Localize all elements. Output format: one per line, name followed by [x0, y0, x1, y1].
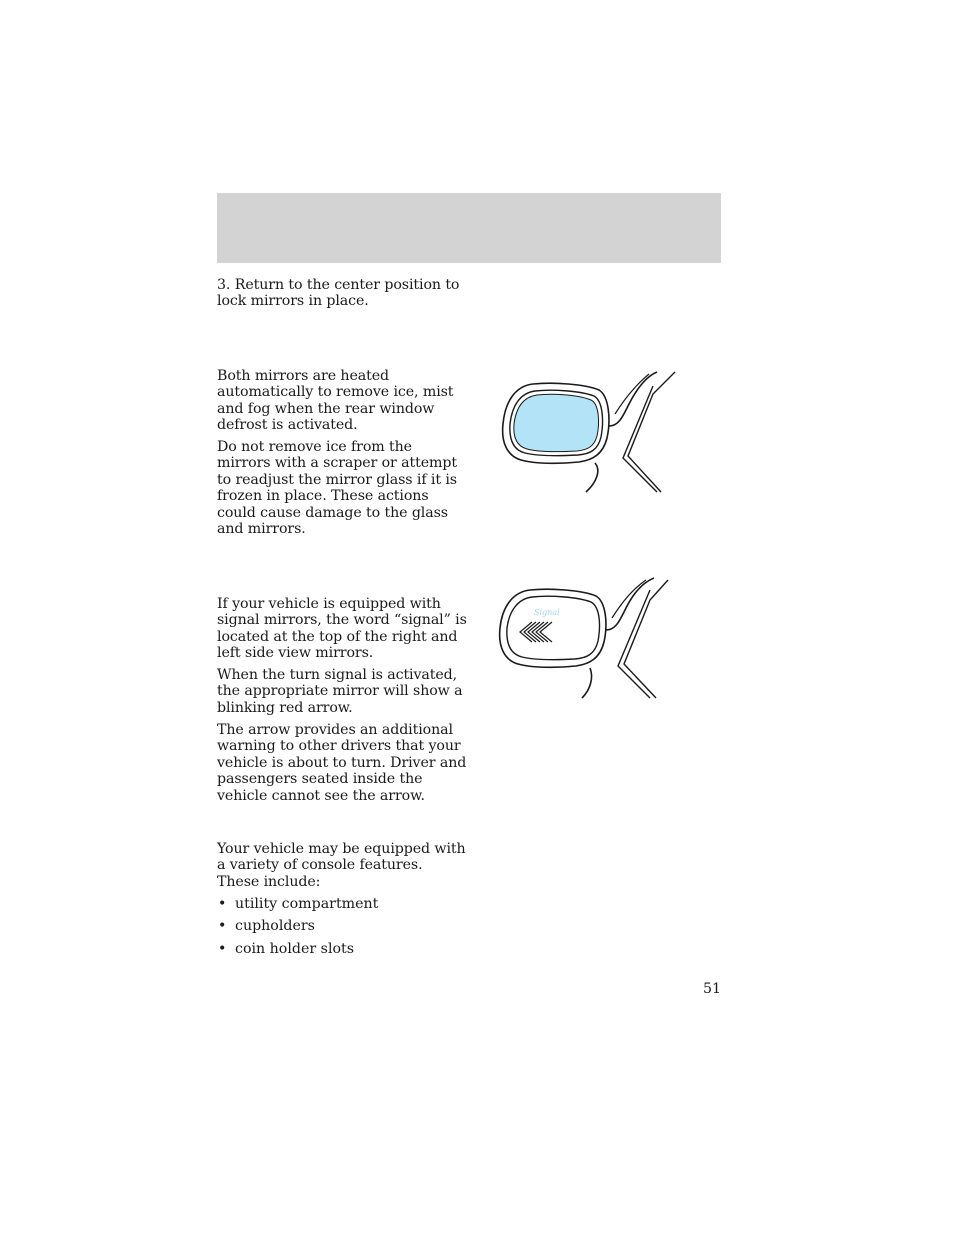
list-item: • cupholders — [217, 918, 467, 934]
list-item: • coin holder slots — [217, 941, 467, 957]
signal-mirror-label: Signal — [534, 608, 560, 617]
section-header-band — [217, 193, 721, 263]
heated-mirror-glass — [514, 394, 599, 451]
console-feature-list — [217, 896, 467, 963]
signal-mirror-icon — [490, 574, 680, 704]
paragraph-console-features: Your vehicle may be equipped with a variety of console features. These include: — [217, 841, 466, 890]
paragraph-return-center: 3. Return to the center position to lock mirrors in place. — [217, 277, 460, 310]
heated-mirror-icon — [495, 368, 685, 498]
paragraph-heated-mirrors: Both mirrors are heated automatically to remove ice, mist and fog when the rear window defrost is activated. — [217, 368, 454, 434]
paragraph-arrow-warning: The arrow provides an additional warning to other drivers that your vehicle is about to turn. Driver and passengers seated inside the vehicle cannot see the arrow. — [217, 722, 467, 804]
paragraph-turn-signal: When the turn signal is activated, the appropriate mirror will show a blinking red arrow. — [217, 667, 463, 716]
page-number: 51 — [702, 981, 721, 997]
paragraph-signal-mirrors: If your vehicle is equipped with signal mirrors, the word “signal” is located at the top of the right and left side view mirrors. — [217, 596, 467, 662]
paragraph-ice-warning: Do not remove ice from the mirrors with a scraper or attempt to readjust the mirror glass if it is frozen in place. These actions could cause damage to the glass and mirrors. — [217, 439, 457, 538]
list-item: • utility compartment — [217, 896, 467, 912]
